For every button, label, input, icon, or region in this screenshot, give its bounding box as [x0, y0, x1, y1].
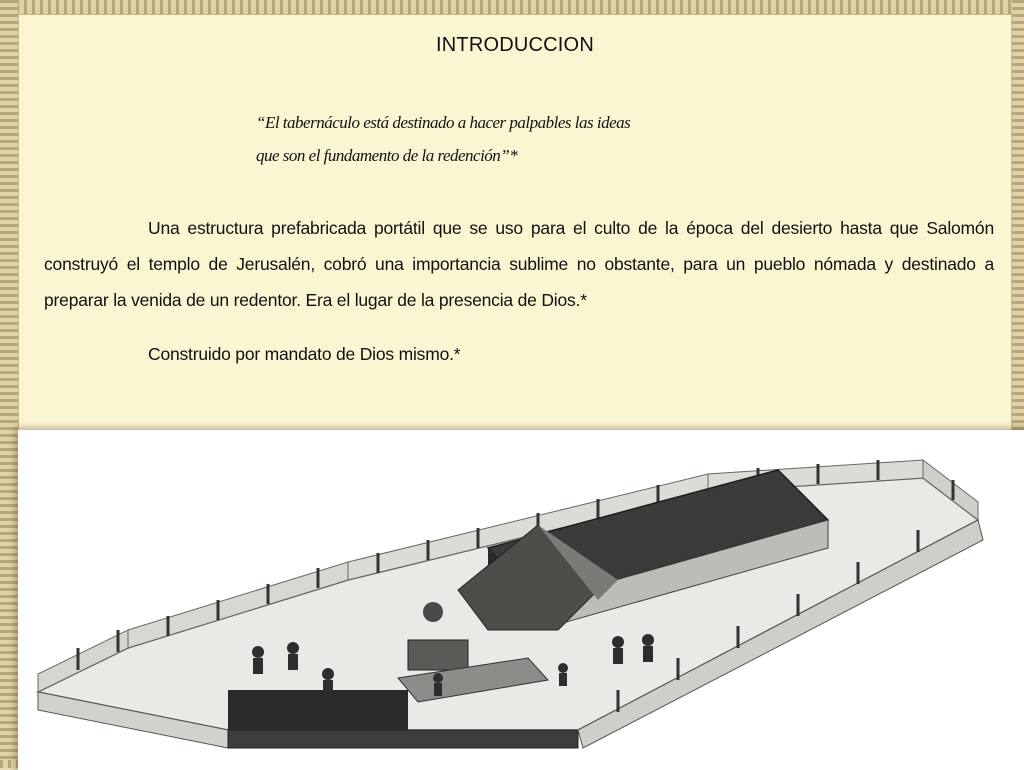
slide	[18, 14, 1012, 760]
mandate-paragraph: Construido por mandato de Dios mismo.*	[148, 344, 461, 364]
quote-line-2: que son el fundamento de la redención”*	[256, 146, 518, 165]
quote-block	[256, 106, 630, 172]
intro-paragraph-text: Una estructura prefabricada portátil que se uso para el culto de la época del desierto hasta que Salomón construyó el templo de Jerusalén, cobró una importancia sublime no obstante, para un pueblo nómada y destinado a preparar la venida de un redentor. Era el lugar de la presencia de Dios.*	[44, 218, 994, 310]
frame-border-left	[0, 0, 18, 768]
tabernacle-illustration	[18, 430, 1024, 770]
tabernacle-image	[18, 430, 1024, 770]
slide-title: INTRODUCCION	[436, 34, 594, 56]
quote-line-1: “El tabernáculo está destinado a hacer palpables las ideas	[256, 113, 631, 132]
intro-paragraph	[44, 210, 994, 318]
frame-border-top	[0, 0, 1024, 14]
